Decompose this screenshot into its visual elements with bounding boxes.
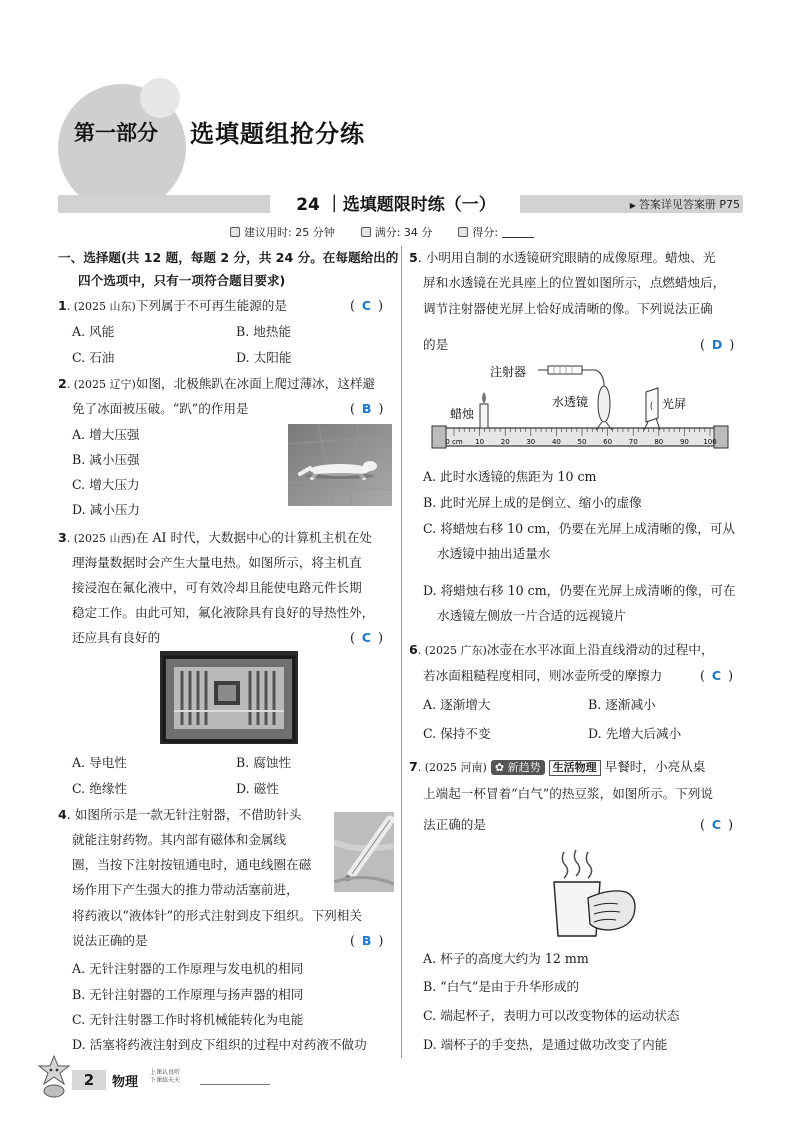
q6-option-c: C. 保持不变 (423, 726, 491, 741)
q6-option-d: D. 先增大后减小 (588, 726, 682, 741)
star-icon: ✿ (494, 761, 505, 774)
q3-line3: 接浸泡在氟化液中，可有效冷却且能使电路元件长期 (72, 580, 362, 595)
q2-answer: ( B ) (350, 401, 384, 416)
footer-slogan: 上课认真听 下课练天天 (150, 1069, 181, 1084)
label-candle: 蜡烛 (450, 407, 475, 421)
q3-line1: 3. (2025 山西)在 AI 时代，大数据中心的计算机主机在处 (58, 530, 373, 545)
q7-line2: 上端起一杯冒着“白气”的热豆浆，如图所示。下列说 (423, 786, 713, 801)
time-label: 建议用时: 25 分钟 (244, 226, 335, 239)
q2-option-b: B. 减小压强 (72, 452, 140, 467)
q2-option-d: D. 减小压力 (72, 502, 141, 517)
q3-option-c: C. 绝缘性 (72, 781, 127, 796)
polar-bear-photo (288, 424, 392, 506)
q6-answer: ( C ) (700, 668, 734, 683)
q4-line4: 场作用下产生强大的推力带动活塞前进， (72, 882, 299, 897)
q7-option-d: D. 端杯子的手变热，是通过做功改变了内能 (423, 1037, 668, 1052)
q4-option-b: B. 无针注射器的工作原理与扬声器的相同 (72, 987, 304, 1002)
q5-option-c-line1: C. 将蜡烛右移 10 cm，仍要在光屏上成清晰的像，可从 (423, 521, 736, 536)
mascot-icon (36, 1054, 72, 1098)
label-water-lens: 水透镜 (552, 395, 589, 409)
q3-option-a: A. 导电性 (72, 755, 127, 770)
q5-option-c-line2: 水透镜中抽出适量水 (437, 546, 551, 561)
score-label: 满分: 34 分 (374, 226, 433, 239)
q1-option-a: A. 风能 (72, 324, 115, 339)
score-blank[interactable] (502, 227, 534, 238)
footer-rule (200, 1084, 270, 1085)
footer-subject: 物理 (112, 1075, 139, 1090)
label-syringe: 注射器 (490, 365, 527, 379)
q4-line1: 4. 如图所示是一款无针注射器，不借助针头 (58, 807, 302, 822)
hot-cup-figure (540, 848, 640, 940)
section-heading-line2: 四个选项中，只有一项符合题目要求) (78, 273, 286, 288)
clock-icon (230, 227, 240, 237)
page-number: 2 (72, 1070, 106, 1090)
practice-title: 24 ｜选填题限时练（一） (296, 195, 496, 215)
q7-line3: 法正确的是 (423, 817, 486, 832)
q7-answer: ( C ) (700, 817, 734, 832)
server-immersion-photo (160, 651, 298, 744)
triangle-right-icon: ▶ (629, 201, 636, 210)
q4-option-a: A. 无针注射器的工作原理与发电机的相同 (72, 961, 304, 976)
candle-icon (480, 392, 488, 428)
header-small-circle (140, 78, 180, 118)
q7-option-b: B. “白气”是由于升华形成的 (423, 979, 580, 994)
q5-option-b: B. 此时光屏上成的是倒立、缩小的虚像 (423, 495, 642, 510)
q6-line2: 若冰面粗糙程度相同，则冰壶所受的摩擦力 (423, 668, 663, 683)
got-label: 得分: (472, 226, 499, 239)
q3-line5: 还应具有良好的 (72, 630, 161, 645)
q4-option-d: D. 活塞将药液注射到皮下组织的过程中对药液不做功 (72, 1037, 367, 1052)
q7-option-c: C. 端起杯子，表明力可以改变物体的运动状态 (423, 1008, 680, 1023)
q3-option-b: B. 腐蚀性 (236, 755, 292, 770)
label-screen: 光屏 (662, 397, 687, 411)
bench-tick-label: 50 (577, 438, 587, 446)
bench-tick-label: 70 (628, 438, 638, 446)
section-heading-line1: 一、选择题(共 12 题，每题 2 分，共 24 分。在每题给出的 (58, 250, 399, 265)
q7-line1: 7. (2025 河南) ✿ 新趋势 生活物理 早餐时，小亮从桌 (409, 759, 706, 774)
light-screen-icon (644, 388, 660, 430)
q4-line5: 将药液以“液体针”的形式注射到皮下组织。下列相关 (72, 908, 362, 923)
hand-icon (588, 891, 635, 930)
answer-reference: ▶ 答案详见答案册 P75 (629, 198, 740, 211)
bench-tick-label: 30 (526, 438, 536, 446)
q3-line4: 稳定工作。由此可知，氟化液除具有良好的导热性外， (72, 605, 375, 620)
bench-tick-label: 80 (654, 438, 664, 446)
part-title: 选填题组抢分练 (190, 120, 365, 148)
q4-answer: ( B ) (350, 933, 384, 948)
q1-option-b: B. 地热能 (236, 324, 292, 339)
q5-line1: 5. 小明用自制的水透镜研究眼睛的成像原理。蜡烛、光 (409, 250, 716, 265)
q1-option-c: C. 石油 (72, 350, 115, 365)
score-icon (361, 227, 371, 237)
trend-tag: ✿ 新趋势 (491, 760, 545, 775)
column-divider (401, 246, 402, 1058)
needle-free-injector-photo (334, 812, 394, 892)
q4-option-c: C. 无针注射器工作时将机械能转化为电能 (72, 1012, 304, 1027)
steam-icon (562, 850, 591, 878)
q5-option-d-line1: D. 将蜡烛右移 10 cm，仍要在光屏上成清晰的像，可在 (423, 583, 736, 598)
bench-tick-label: 40 (551, 438, 561, 446)
q3-option-d: D. 磁性 (236, 781, 279, 796)
syringe-icon (538, 366, 590, 374)
q5-answer: ( D ) (700, 337, 735, 352)
q1-option-d: D. 太阳能 (236, 350, 292, 365)
bench-tick-label: 10 (475, 438, 485, 446)
q4-line2: 就能注射药物。其内部有磁体和金属线 (72, 832, 287, 847)
q6-option-a: A. 逐渐增大 (423, 697, 491, 712)
q2-line2: 免了冰面被压破。“趴”的作用是 (72, 401, 249, 416)
q6-option-b: B. 逐渐减小 (588, 697, 656, 712)
bench-tick-label: 90 (679, 438, 689, 446)
bench-tick-label: 20 (500, 438, 510, 446)
bench-tick-label: 0 cm (445, 438, 463, 446)
q4-line6: 说法正确的是 (72, 933, 148, 948)
q2-option-c: C. 增大压力 (72, 477, 140, 492)
bench-tick-label: 60 (603, 438, 613, 446)
q1-stem: 1. (2025 山东)下列属于不可再生能源的是 (58, 298, 287, 313)
q5-option-d-line2: 水透镜左侧放一片合适的远视镜片 (437, 608, 626, 623)
q3-line2: 理海量数据时会产生大量电热。如图所示，将主机直 (72, 555, 362, 570)
q5-line4: 的是 (423, 337, 449, 352)
q4-line3: 圈，当按下注射按钮通电时，通电线圈在磁 (72, 857, 312, 872)
bench-tick-label: 100 (703, 438, 717, 446)
part-label: 第一部分 (74, 121, 158, 145)
q1-answer: ( C ) (350, 298, 384, 313)
q2-line1: 2. (2025 辽宁)如图，北极熊趴在冰面上爬过薄冰，这样避 (58, 376, 376, 391)
life-physics-tag: 生活物理 (549, 760, 601, 776)
meta-row (230, 224, 534, 240)
q6-line1: 6. (2025 广东)冰壶在水平冰面上沿直线滑动的过程中， (409, 642, 714, 657)
q5-line3: 调节注射器使光屏上恰好成清晰的像。下列说法正确 (423, 301, 713, 316)
optical-bench-figure (430, 358, 730, 458)
grade-icon (458, 227, 468, 237)
q5-option-a: A. 此时水透镜的焦距为 10 cm (423, 469, 597, 484)
q7-option-a: A. 杯子的高度大约为 12 mm (423, 951, 589, 966)
q5-line2: 屏和水透镜在光具座上的位置如图所示，点燃蜡烛后， (423, 275, 726, 290)
q3-answer: ( C ) (350, 630, 384, 645)
q2-option-a: A. 增大压强 (72, 427, 140, 442)
